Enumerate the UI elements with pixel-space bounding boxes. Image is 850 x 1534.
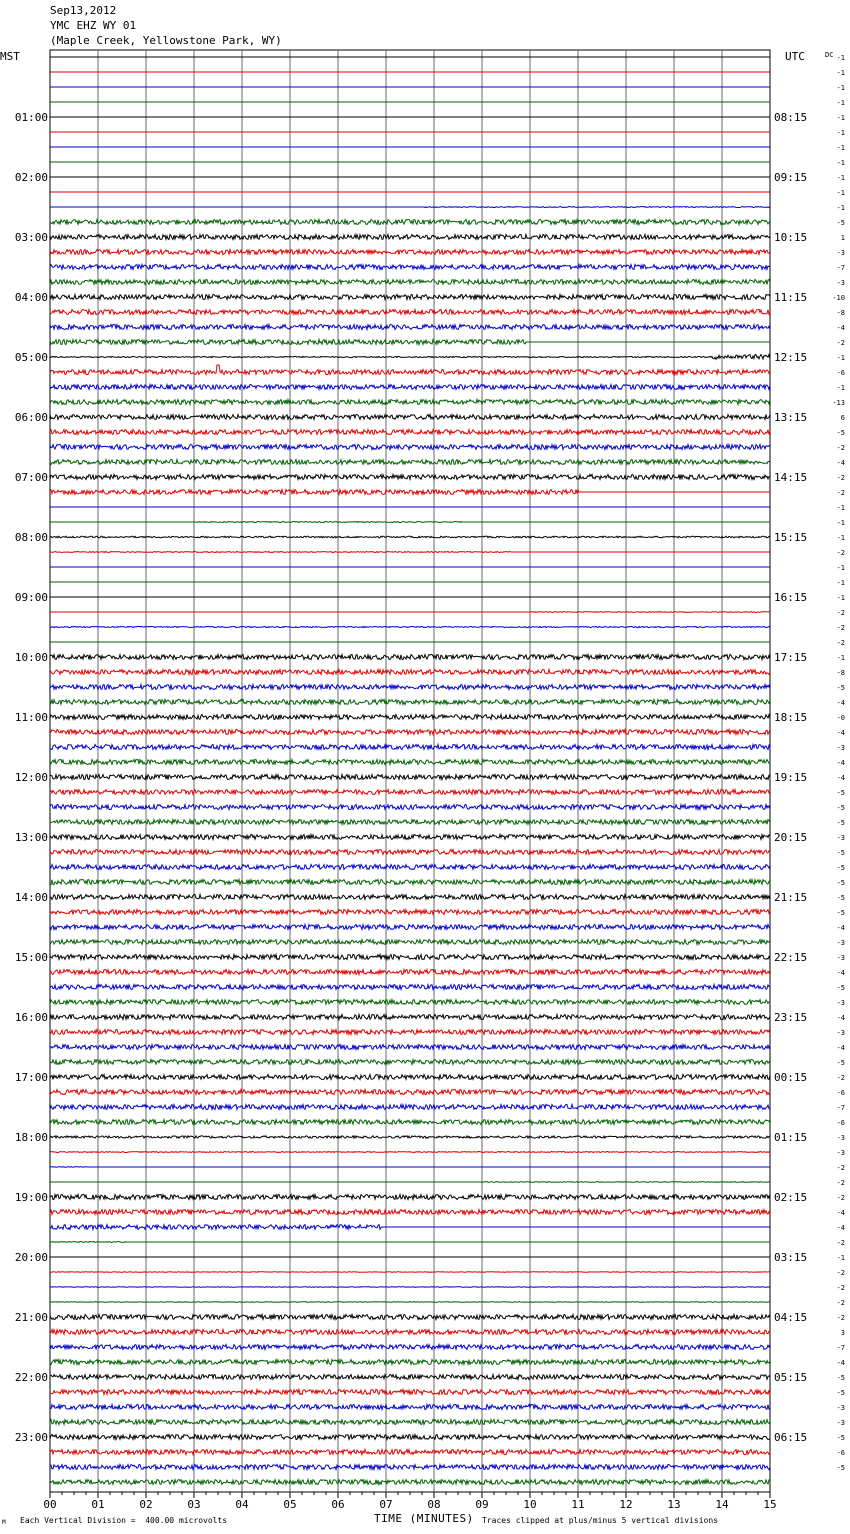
dc-offset-label: -2	[836, 474, 845, 482]
seismic-trace	[50, 340, 770, 345]
dc-offset-label: -1	[836, 129, 845, 137]
x-tick-label: 11	[571, 1498, 585, 1511]
seismic-trace	[50, 445, 770, 450]
dc-offset-label: -4	[836, 924, 845, 932]
left-hour-label: 05:00	[14, 351, 48, 364]
seismic-trace	[50, 1090, 770, 1095]
dc-offset-label: -2	[836, 444, 845, 452]
seismic-trace	[50, 985, 770, 990]
dc-offset-label: -5	[836, 1374, 845, 1382]
seismic-trace	[50, 1435, 770, 1440]
dc-offset-label: -1	[836, 354, 845, 362]
right-hour-label: 12:15	[774, 351, 808, 364]
dc-offset-label: -1	[836, 204, 845, 212]
dc-offset-label: -5	[836, 1059, 845, 1067]
dc-offset-label: -1	[836, 654, 845, 662]
dc-offset-label: -4	[836, 1224, 845, 1232]
dc-offset-label: -5	[836, 864, 845, 872]
left-hour-label: 21:00	[14, 1311, 48, 1324]
right-hour-label: 08:15	[774, 111, 808, 124]
dc-offset-label: -3	[836, 954, 845, 962]
dc-offset-label: -13	[832, 399, 845, 407]
seismic-trace	[50, 1405, 770, 1410]
right-hour-label: 15:15	[774, 531, 808, 544]
seismic-trace	[50, 775, 770, 780]
dc-offset-label: -2	[836, 1239, 845, 1247]
right-hour-label: 06:15	[774, 1431, 808, 1444]
seismic-trace	[50, 820, 770, 825]
seismic-trace	[50, 1360, 770, 1365]
date-label: Sep13,2012	[50, 4, 117, 17]
dc-offset-label: -1	[836, 1254, 845, 1262]
dc-offset-label: -2	[836, 1284, 845, 1292]
x-tick-label: 01	[91, 1498, 105, 1511]
dc-offset-label: -5	[836, 1434, 845, 1442]
seismic-trace	[50, 865, 770, 870]
seismic-trace	[50, 1210, 770, 1215]
dc-offset-label: 3	[840, 1329, 845, 1337]
right-hour-label: 22:15	[774, 951, 808, 964]
left-hour-label: 07:00	[14, 471, 48, 484]
dc-offset-label: -5	[836, 894, 845, 902]
left-hour-label: 14:00	[14, 891, 48, 904]
left-hour-label: 11:00	[14, 711, 48, 724]
dc-offset-label: -5	[836, 909, 845, 917]
right-hour-label: 13:15	[774, 411, 808, 424]
seismic-trace	[50, 415, 770, 420]
seismic-trace	[50, 1182, 770, 1183]
seismic-trace	[50, 850, 770, 855]
dc-offset-label: -1	[836, 564, 845, 572]
dc-offset-label: -1	[836, 519, 845, 527]
left-hour-label: 10:00	[14, 651, 48, 664]
station-label: YMC EHZ WY 01	[50, 19, 137, 32]
right-hour-label: 10:15	[774, 231, 808, 244]
seismic-trace	[50, 745, 770, 750]
seismic-trace	[50, 805, 770, 810]
x-tick-label: 08	[427, 1498, 441, 1511]
left-hour-label: 20:00	[14, 1251, 48, 1264]
right-hour-label: 05:15	[774, 1371, 808, 1384]
left-hour-label: 16:00	[14, 1011, 48, 1024]
x-tick-label: 15	[763, 1498, 777, 1511]
scale-note: Each Vertical Division = 400.00 microvolts	[20, 1516, 228, 1525]
right-hour-label: 16:15	[774, 591, 808, 604]
dc-offset-label: -5	[836, 429, 845, 437]
right-timezone-label: UTC	[785, 50, 805, 63]
right-hour-label: 20:15	[774, 831, 808, 844]
dc-offset-label: -2	[836, 549, 845, 557]
dc-offset-label: -2	[836, 609, 845, 617]
dc-offset-label: -8	[836, 309, 845, 317]
dc-offset-label: -2	[836, 1164, 845, 1172]
dc-offset-label: -4	[836, 1014, 845, 1022]
right-hour-label: 04:15	[774, 1311, 808, 1324]
dc-offset-label: -2	[836, 1269, 845, 1277]
location-label: (Maple Creek, Yellowstone Park, WY)	[50, 34, 282, 47]
left-hour-label: 01:00	[14, 111, 48, 124]
dc-offset-label: -5	[836, 1389, 845, 1397]
seismic-trace	[50, 1315, 770, 1320]
dc-offset-label: -1	[836, 174, 845, 182]
seismic-trace	[50, 280, 770, 285]
seismic-trace	[50, 925, 770, 930]
seismic-trace	[50, 295, 770, 300]
seismic-trace	[50, 325, 770, 330]
left-hour-label: 03:00	[14, 231, 48, 244]
dc-offset-label: -2	[836, 1074, 845, 1082]
seismic-trace	[50, 1225, 770, 1230]
dc-offset-label: -3	[836, 999, 845, 1007]
seismic-trace	[50, 1302, 770, 1303]
x-tick-label: 03	[187, 1498, 201, 1511]
dc-offset-label: -2	[836, 339, 845, 347]
right-hour-label: 11:15	[774, 291, 808, 304]
dc-offset-label: -4	[836, 1044, 845, 1052]
dc-offset-label: -3	[836, 939, 845, 947]
dc-offset-label: -4	[836, 969, 845, 977]
dc-offset-label: -3	[836, 744, 845, 752]
seismic-trace	[50, 430, 770, 435]
dc-offset-label: -1	[836, 69, 845, 77]
right-hour-label: 01:15	[774, 1131, 808, 1144]
seismic-trace	[50, 265, 770, 270]
seismic-trace	[50, 626, 770, 627]
seismic-trace	[50, 895, 770, 900]
seismic-trace	[50, 355, 770, 360]
right-hour-label: 18:15	[774, 711, 808, 724]
x-tick-label: 14	[715, 1498, 729, 1511]
dc-offset-label: 6	[840, 414, 845, 422]
dc-offset-label: -2	[836, 489, 845, 497]
seismic-trace	[50, 1420, 770, 1425]
left-hour-label: 02:00	[14, 171, 48, 184]
dc-offset-label: -2	[836, 1314, 845, 1322]
dc-offset-label: -1	[836, 84, 845, 92]
dc-offset-label: -2	[836, 1194, 845, 1202]
dc-offset-label: -8	[836, 669, 845, 677]
seismic-trace	[50, 700, 770, 705]
seismic-trace	[50, 536, 770, 538]
dc-offset-label: -3	[836, 1419, 845, 1427]
right-hour-label: 14:15	[774, 471, 808, 484]
dc-offset-label: -4	[836, 324, 845, 332]
dc-offset-label: -7	[836, 1344, 845, 1352]
dc-offset-label: -6	[836, 1119, 845, 1127]
right-hour-label: 19:15	[774, 771, 808, 784]
left-hour-label: 17:00	[14, 1071, 48, 1084]
dc-offset-label: -5	[836, 789, 845, 797]
seismic-trace	[50, 1480, 770, 1485]
left-hour-label: 13:00	[14, 831, 48, 844]
dc-offset-label: 1	[840, 234, 845, 242]
seismic-trace	[50, 715, 770, 720]
x-tick-label: 10	[523, 1498, 537, 1511]
dc-offset-label: -4	[836, 1359, 845, 1367]
dc-offset-label: -1	[836, 384, 845, 392]
left-hour-label: 19:00	[14, 1191, 48, 1204]
seismic-trace	[50, 685, 770, 690]
seismic-trace	[50, 880, 770, 885]
seismic-trace	[50, 670, 770, 675]
seismic-trace	[50, 385, 770, 390]
seismic-trace	[50, 760, 770, 765]
dc-header-label: DC	[825, 51, 834, 59]
dc-offset-label: -2	[836, 639, 845, 647]
seismic-trace	[50, 475, 770, 480]
clip-note: Traces clipped at plus/minus 5 vertical divisions	[482, 1516, 719, 1525]
left-hour-label: 09:00	[14, 591, 48, 604]
x-tick-label: 06	[331, 1498, 345, 1511]
dc-offset-label: -1	[836, 54, 845, 62]
x-tick-label: 09	[475, 1498, 489, 1511]
x-tick-label: 02	[139, 1498, 153, 1511]
dc-offset-label: -10	[832, 294, 845, 302]
dc-offset-label: -4	[836, 459, 845, 467]
dc-offset-label: -5	[836, 684, 845, 692]
seismic-trace	[50, 1105, 770, 1110]
seismic-trace	[50, 1195, 770, 1200]
dc-offset-label: -5	[836, 984, 845, 992]
dc-offset-label: -1	[836, 189, 845, 197]
dc-offset-label: -4	[836, 1209, 845, 1217]
dc-offset-label: -3	[836, 249, 845, 257]
dc-offset-label: -5	[836, 849, 845, 857]
dc-offset-label: -7	[836, 1104, 845, 1112]
seismic-trace	[50, 220, 770, 225]
dc-offset-label: -3	[836, 834, 845, 842]
left-hour-label: 23:00	[14, 1431, 48, 1444]
seismic-trace	[50, 955, 770, 960]
seismic-trace	[50, 1030, 770, 1035]
dc-offset-label: -4	[836, 774, 845, 782]
seismic-trace	[50, 1060, 770, 1065]
right-hour-label: 03:15	[774, 1251, 808, 1264]
dc-offset-label: -1	[836, 99, 845, 107]
dc-offset-label: -3	[836, 1134, 845, 1142]
seismic-trace	[50, 1272, 770, 1273]
dc-offset-label: -1	[836, 144, 845, 152]
seismic-trace	[50, 655, 770, 660]
dc-offset-label: -7	[836, 264, 845, 272]
dc-offset-label: -5	[836, 879, 845, 887]
left-timezone-label: MST	[0, 50, 20, 63]
right-hour-label: 00:15	[774, 1071, 808, 1084]
dc-offset-label: -1	[836, 114, 845, 122]
x-axis-title: TIME (MINUTES)	[374, 1512, 474, 1525]
dc-offset-label: -1	[836, 504, 845, 512]
dc-offset-label: -1	[836, 159, 845, 167]
seismic-trace	[50, 365, 770, 375]
dc-offset-label: -6	[836, 1089, 845, 1097]
seismic-trace	[50, 1465, 770, 1470]
seismic-trace	[50, 1015, 770, 1020]
seismic-trace	[50, 1375, 770, 1380]
right-hour-label: 02:15	[774, 1191, 808, 1204]
seismic-trace	[50, 1045, 770, 1050]
left-hour-label: 15:00	[14, 951, 48, 964]
seismic-trace	[50, 460, 770, 465]
dc-offset-label: -1	[836, 579, 845, 587]
x-tick-label: 12	[619, 1498, 633, 1511]
dc-offset-label: -5	[836, 819, 845, 827]
dc-offset-label: -2	[836, 624, 845, 632]
seismic-trace	[50, 207, 770, 208]
x-tick-label: 05	[283, 1498, 297, 1511]
seismic-trace	[50, 1000, 770, 1005]
dc-offset-label: -3	[836, 279, 845, 287]
dc-offset-label: -1	[836, 594, 845, 602]
seismic-trace	[50, 400, 770, 405]
seismic-trace	[50, 1345, 770, 1350]
dc-offset-label: -6	[836, 369, 845, 377]
left-hour-label: 22:00	[14, 1371, 48, 1384]
dc-offset-label: -3	[836, 1029, 845, 1037]
seismic-trace	[50, 490, 770, 495]
right-hour-label: 17:15	[774, 651, 808, 664]
seismic-trace	[50, 1287, 770, 1288]
seismic-trace	[50, 790, 770, 795]
dc-offset-label: -4	[836, 759, 845, 767]
seismic-trace	[50, 1136, 770, 1138]
seismic-trace	[50, 940, 770, 945]
seismic-trace	[50, 970, 770, 975]
dc-offset-label: -5	[836, 1464, 845, 1472]
right-hour-label: 23:15	[774, 1011, 808, 1024]
seismic-trace	[50, 1390, 770, 1395]
right-hour-label: 09:15	[774, 171, 808, 184]
dc-offset-label: -2	[836, 1179, 845, 1187]
dc-offset-label: -2	[836, 1299, 845, 1307]
left-hour-label: 04:00	[14, 291, 48, 304]
left-hour-label: 06:00	[14, 411, 48, 424]
seismic-trace	[50, 1152, 770, 1153]
seismic-trace	[50, 522, 770, 523]
dc-offset-label: -5	[836, 219, 845, 227]
dc-offset-label: -4	[836, 729, 845, 737]
x-tick-label: 00	[43, 1498, 57, 1511]
seismic-trace	[50, 1120, 770, 1125]
seismic-trace	[50, 1167, 770, 1168]
seismic-trace	[50, 835, 770, 840]
x-tick-label: 13	[667, 1498, 681, 1511]
seismic-trace	[50, 1075, 770, 1080]
x-tick-label: 04	[235, 1498, 249, 1511]
left-hour-label: 18:00	[14, 1131, 48, 1144]
dc-offset-label: -5	[836, 804, 845, 812]
dc-offset-label: -3	[836, 1404, 845, 1412]
dc-offset-label: -4	[836, 699, 845, 707]
dc-offset-label: -0	[836, 714, 845, 722]
seismic-trace	[50, 235, 770, 240]
seismic-trace	[50, 250, 770, 255]
seismic-trace	[50, 1330, 770, 1335]
left-hour-label: 08:00	[14, 531, 48, 544]
corner-mark: M	[2, 1519, 6, 1526]
seismic-trace	[50, 1450, 770, 1455]
right-hour-label: 21:15	[774, 891, 808, 904]
seismic-trace	[50, 910, 770, 915]
dc-offset-label: -1	[836, 534, 845, 542]
left-hour-label: 12:00	[14, 771, 48, 784]
dc-offset-label: -3	[836, 1149, 845, 1157]
seismic-trace	[50, 310, 770, 315]
seismic-trace	[50, 552, 770, 553]
seismic-trace	[50, 612, 770, 613]
seismic-trace	[50, 730, 770, 735]
seismic-trace	[50, 1242, 770, 1243]
dc-offset-label: -6	[836, 1449, 845, 1457]
x-tick-label: 07	[379, 1498, 393, 1511]
